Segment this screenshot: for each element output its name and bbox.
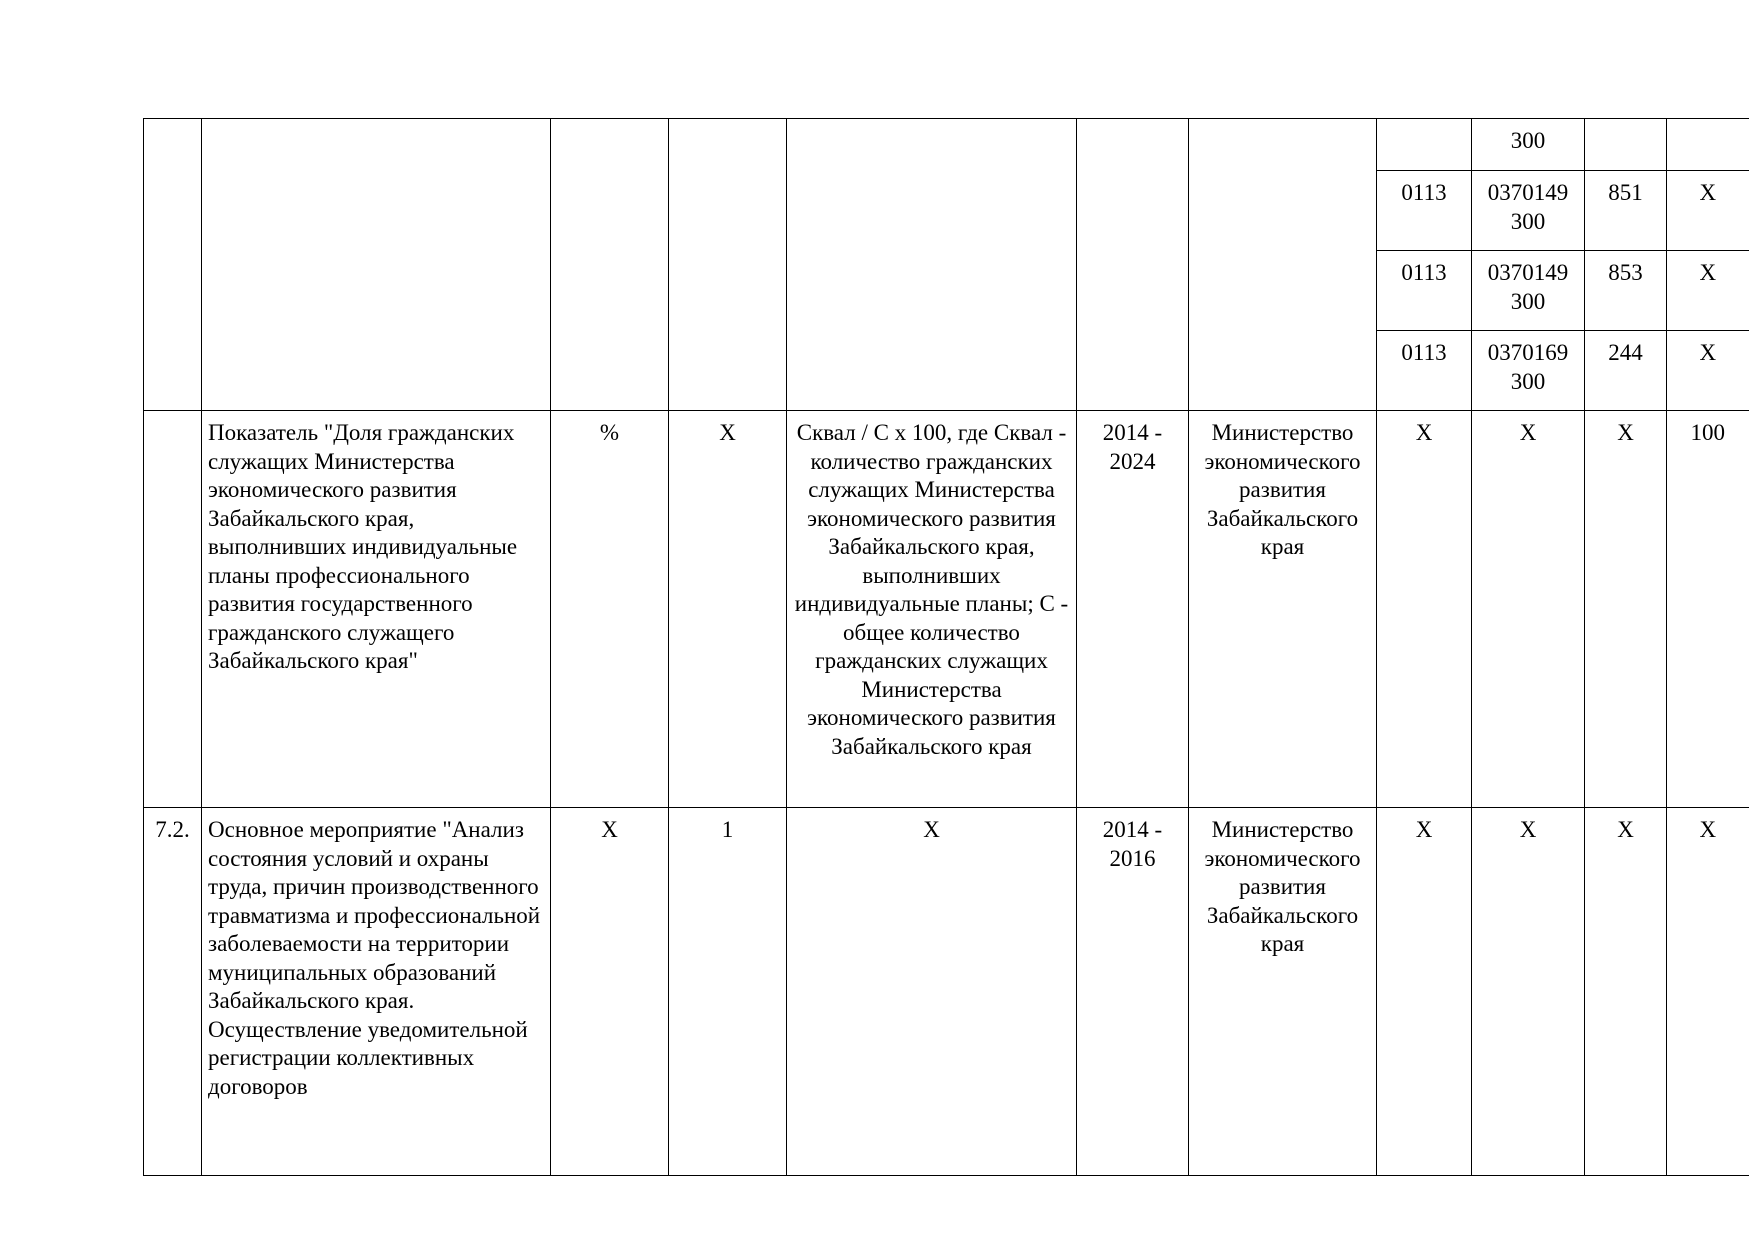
cell-section-code: 0113: [1377, 251, 1472, 331]
program-table: [143, 118, 1749, 1176]
cell-period: [1077, 119, 1189, 411]
activity-period: 2014 - 2016: [1077, 808, 1189, 1176]
cell-section-code: [1377, 119, 1472, 171]
cell-article-code: 0370149 300: [1472, 251, 1585, 331]
indicator-unit: %: [551, 411, 669, 808]
cell-coef: [669, 119, 787, 411]
activity-executor: Министерство экономического развития Забайкальского края: [1189, 808, 1377, 1176]
activity-number: 7.2.: [144, 808, 202, 1176]
cell-value: [1667, 119, 1749, 171]
activity-article: X: [1472, 808, 1585, 1176]
cell-name: [202, 119, 551, 411]
cell-executor: [1189, 119, 1377, 411]
activity-section: X: [1377, 808, 1472, 1176]
indicator-article: X: [1472, 411, 1585, 808]
cell-number: [144, 411, 202, 808]
activity-name: Основное мероприятие "Анализ состояния условий и охраны труда, причин производственного травматизма и профессиональной заболеваемости на территории муниципальных образований Забайкальского края. Осуществление уведомительной регистрации коллективных договоров: [202, 808, 551, 1176]
indicator-executor: Министерство экономического развития Забайкальского края: [1189, 411, 1377, 808]
activity-coef: 1: [669, 808, 787, 1176]
cell-value: X: [1667, 171, 1749, 251]
cell-article-code: 0370149 300: [1472, 171, 1585, 251]
indicator-section: X: [1377, 411, 1472, 808]
table-row: [144, 119, 1749, 171]
cell-number: [144, 119, 202, 411]
cell-unit: [551, 119, 669, 411]
cell-value: X: [1667, 331, 1749, 411]
activity-value: X: [1667, 808, 1749, 1176]
indicator-value: 100: [1667, 411, 1749, 808]
indicator-name: Показатель "Доля гражданских служащих Министерства экономического развития Забайкальского края, выполнивших индивидуальные планы профессионального развития государственного гражданского служащего Забайкальского края": [202, 411, 551, 808]
table-row-activity: [144, 808, 1749, 1176]
cell-article-code: 0370169 300: [1472, 331, 1585, 411]
activity-kind: X: [1585, 808, 1667, 1176]
activity-unit: X: [551, 808, 669, 1176]
cell-formula: [787, 119, 1077, 411]
indicator-coef: X: [669, 411, 787, 808]
cell-value: X: [1667, 251, 1749, 331]
indicator-period: 2014 - 2024: [1077, 411, 1189, 808]
cell-section-code: 0113: [1377, 331, 1472, 411]
cell-section-code: 0113: [1377, 171, 1472, 251]
cell-article-code: 300: [1472, 119, 1585, 171]
indicator-kind: X: [1585, 411, 1667, 808]
cell-kind-code: [1585, 119, 1667, 171]
cell-kind-code: 244: [1585, 331, 1667, 411]
indicator-formula: Сквал / С х 100, где Сквал - количество гражданских служащих Министерства экономического развития Забайкальского края, выполнивших индивидуальные планы; С - общее количество гражданских служащих Министерства экономического развития Забайкальского края: [787, 411, 1077, 808]
activity-formula: X: [787, 808, 1077, 1176]
table-row-indicator: [144, 411, 1749, 808]
cell-kind-code: 853: [1585, 251, 1667, 331]
cell-kind-code: 851: [1585, 171, 1667, 251]
